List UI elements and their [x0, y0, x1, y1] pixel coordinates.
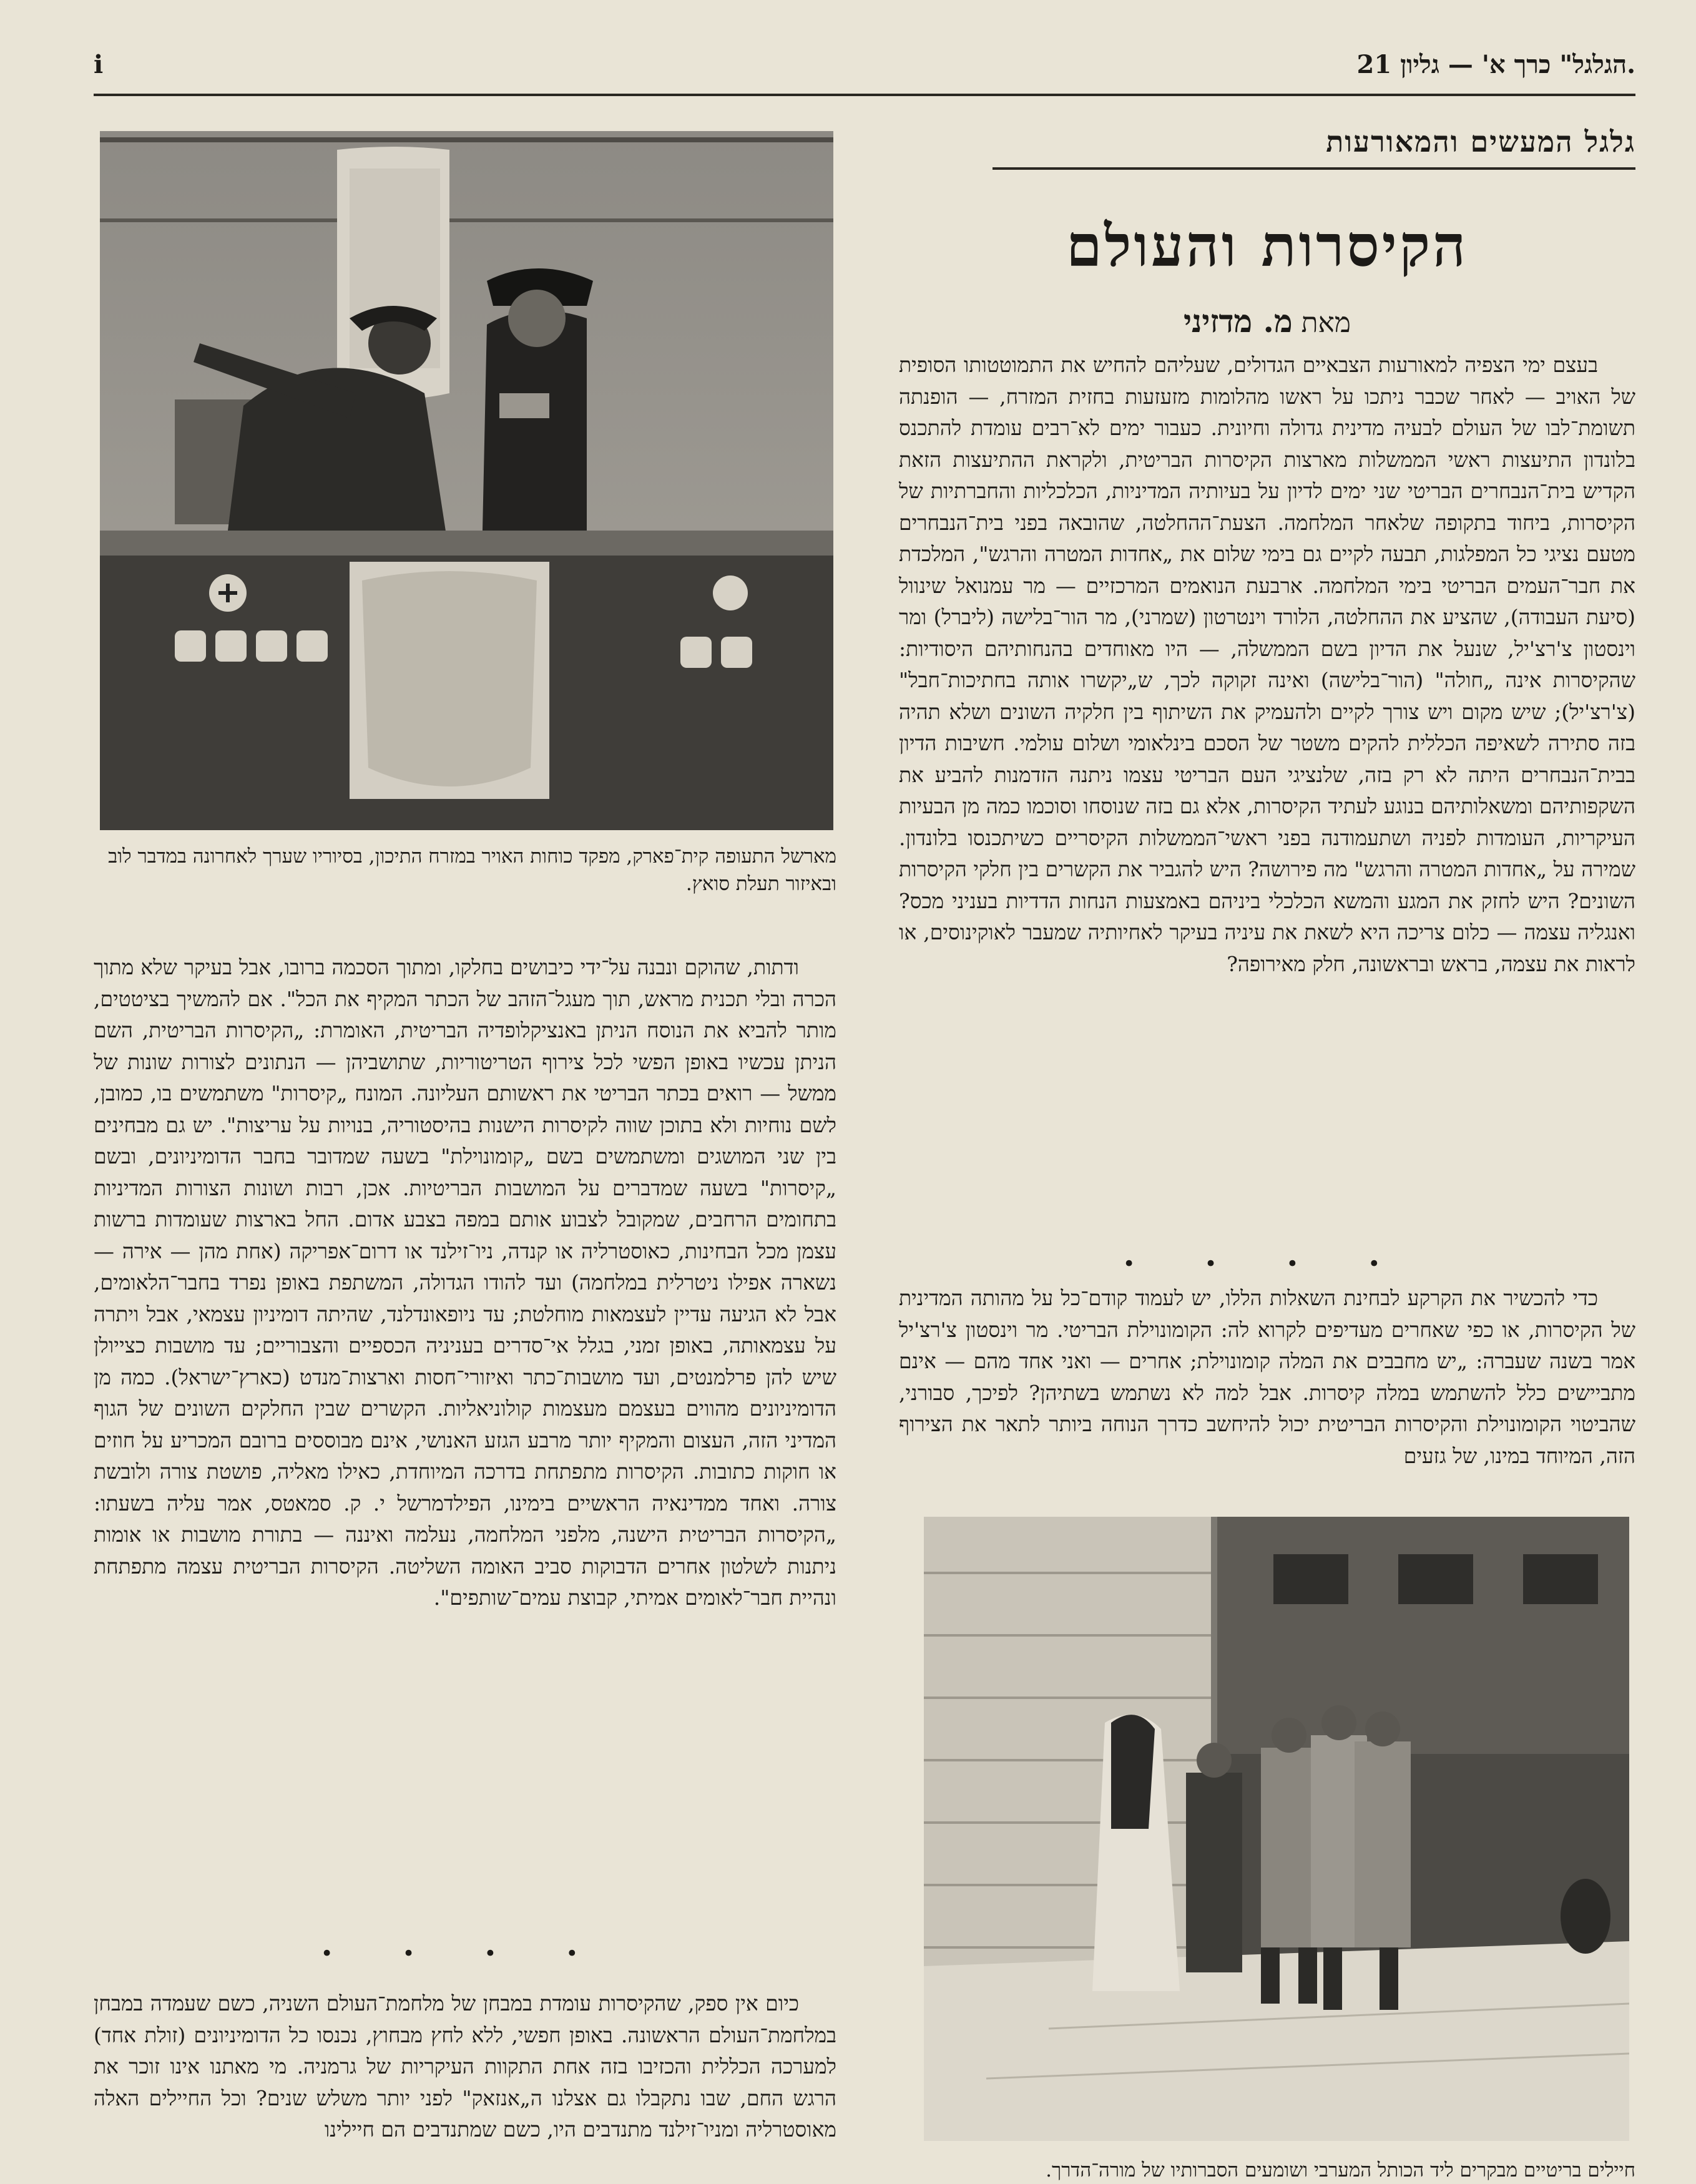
author-name: מ. מדזיני	[1184, 303, 1293, 340]
photo-air-marshal-warship	[100, 131, 833, 830]
running-head: .הגלגל" כרך א' — גליון 21	[1356, 50, 1635, 79]
page-folio: i	[94, 50, 104, 79]
section-label: גלגל המעשים והמאורעות	[993, 125, 1635, 170]
article-byline	[899, 303, 1635, 340]
photo-caption-top: מארשל התעופה קית־פארק, מפקד כוחות האויר במזרח התיכון, בסיוריו שערך לאחרונה במדבר לוב ובאיזור תעלת סואץ.	[108, 845, 836, 895]
magazine-page	[94, 44, 1635, 2182]
section-divider-stars: • • • •	[1122, 1251, 1412, 1276]
page-header	[94, 44, 1635, 96]
photo-caption-bottom: חיילים בריטיים מבקרים ליד הכותל המערבי ושומעים הסברותיו של מורה־הדרך.	[1046, 2159, 1635, 2182]
paragraph: כדי להכשיר את הקרקע לבחינת השאלות הללו, יש לעמוד קודם־כל על מהותה המדינית של הקיסרות, או כפי שאחרים מעדיפים לקרוא לה: הקומונוילת הבריטי. מר וינסטון צ'רצ'יל אמר בשנה שעברה: „יש מחבבים את המלה קומונוילת; אחרים — ואני אחד מהם — אינם מתביישים כלל להשתמש במלה קיסרות. אבל למה לא נשתמש בשתיהן? לפיכך, סבורני, שהביטוי הקומונוילת והקיסרות הבריטית יכול להיחשב כדרך הנוחה ביותר לתאר את הצירוף הזה, המיוחד במינו, של גזעים	[899, 1286, 1635, 1468]
paragraph: כיום אין ספק, שהקיסרות עומדת במבחן של מלחמת־העולם השניה, כשם שעמדה במבחן במלחמת־העולם הראשונה. באופן חפשי, ללא לחץ מבחוץ, נכנסו כל הדומיניונים (זולת אחד) למערכה הכללית והכזיבו בזה אחת התקוות העיקריות של גרמניה. מי מאתנו אינו זוכר את הרגש החם, שבו נתקבלו גם אצלנו ה„אנזאק" לפני יותר משלש שנים? וכל החיילים האלה מאוסטרליה ומניו־זילנד מתנדבים היו, כשם שמתנדבים הם חיילינו	[94, 1991, 836, 2142]
article-title: הקיסרות והעולם	[1066, 212, 1468, 280]
western-wall-photo-illustration	[924, 1517, 1629, 2141]
paragraph: בעצם ימי הצפיה למאורעות הצבאיים הגדולים, שעליהם להחיש את התמוטטותו הסופית של האויב — לאחר שכבר ניתכו על ראשו מהלומות מזעזעות בחזית המזרח, — הופנתה תשומת־לבו של העולם לבעיה מדינית גדולה וחיונית. כעבור ימים לא־רבים עומדת להתכנס בלונדון התיעצות ראשי הממשלות מארצות הקיסרות הבריטית, ולקראת ההתיעצות הזאת הקדיש בית־הנבחרים הבריטי שני ימים לדיון על בעיותיה המדיניות, הכלכליות והחברתיות של הקיסרות, ביחוד בתקופה שלאחר המלחמה. הצעת־ההחלטה, שהובאה בפני בית־הנבחרים מטעם נציגי כל המפלגות, תבעה לקיים גם בימי שלום את „אחדות המטרה והרגש", המלכדת את חבר־העמים הבריטי בימי המלחמה. ארבעת הנואמים המרכזיים — מר עמנואל שינוול (סיעת העבודה), שהציע את ההחלטה, הלורד וינטרטון (שמרני), מר הור־בלישה (ליברל) ומר וינסטון צ'רצ'יל, שנעל את הדיון בשם הממשלה, — היו מאוחדים בהנחותיהם היסודיות: שהקיסרות אינה „חולה" (הור־בלישה) ואינה זקוקה לכך, ש„יקשרו אותה בחתיכות־חבל" (צ'רצ'יל); שיש מקום ויש צורך לקיים ולהעמיק את השיתוף בין חלקיה השונים ושלא תהיה בזה סתירה לשאיפה הכללית להקים משטר של הסכם בינלאומי ושלום עולמי. חשיבות הדיון בבית־הנבחרים היתה לא רק בזה, שלנציגי העם הבריטי עצמו ניתנה הזדמנות להביע את השקפותיהם ומשאלותיהם בנוגע לעתיד הקיסרות, אלא גם בזה שנוסחו וסוכמו כמה מן הבעיות העיקריות, העומדות לפניה ושתעמודנה בפני ראשי־הממשלות הקיסריים כשיתכנסו בלונדון. שמירה על „אחדות המטרה והרגש" מה פירושה? היש להגביר את הקשרים בין חלקי הקיסרות השונים? היש לחזק את המגע והמשא הכלכלי ביניהם באמצעות הנחות הדדיות בעניני מכס? ואנגליה עצמה — כלום צריכה היא לשאת את עיניה בעיקר לאחיותיה שמעבר לאוקינוסים, או לראות את עצמה, בראש ובראשונה, חלק מאירופה?	[899, 353, 1635, 976]
section-divider-stars-left: • • • •	[320, 1941, 610, 1966]
photo-soldiers-western-wall	[924, 1517, 1629, 2141]
article-column-right-part2	[899, 1283, 1635, 1472]
warship-photo-illustration	[100, 131, 833, 830]
paragraph: ודתות, שהוקם ונבנה על־ידי כיבושים בחלקו, ומתוך הסכמה ברובו, אבל בעיקר שלא מתוך הכרה ובלי תכנית מראש, תוך מעגל־הזהב של הכתר המקיף את הכל". אם להמשיך בציטטים, מותר להביא את הנוסח הניתן באנציקלופדיה הבריטית, האומרת: „הקיסרות הבריטית, השם הניתן עכשיו באופן הפשי לכל צירוף הטריטוריות, שתושביהן — הנתונים לצורות שונות של ממשל — רואים בכתר הבריטי את ראשותם העליונה. המונח „קיסרות" משתמשים בו, כמובן, לשם נוחיות ולא בתוכן שווה לקיסרות הישנות בהיסטוריה, בנויות על עריצות". יש גם מבחינים בין שני המושגים ומשתמשים בשם „קומונוילת" בשעה שמדובר בחבר הדומיניונים, ובשם „קיסרות" בשעה שמדברים על המושבות הבריטיות. אכן, רבות ושונות הצורות המדיניות בתחומים הרחבים, שמקובל לצבוע אותם במפה בצבע אדום. החל בארצות שעומדות ברשות עצמן מכל הבחינות, כאוסטרליה או קנדה, ניו־זילנד או דרום־אפריקה (אחת מהן — אירה — נשארה אפילו ניטרלית במלחמה) ועד להודו הגדולה, המשתפת באופן נפרד בחבר־הלאומים, אבל לא הגיעה עדיין לעצמאות מוחלטת; עד ניופאונדלנד, שהיתה דומיניון עצמאי, אבל ויתרה על עצמאותה, באופן זמני, בגלל אי־סדרים בעניניה הכספיים והצבוריים; עד מושבות כצייולן שיש להן פרלמנטים, ועד מושבות־כתר ואיזורי־חסות וארצות־מנדט (כארץ־ישראל). כמה מן הדומיניונים מהווים בעצמם מעצמות קולוניאליות. הקשרים שבין החלקים השונים של הגוף המדיני הזה, העצום והמקיף יותר מרבע הגזע האנושי, אינם מבוססים ברובם המכריע על חוזים או חוקות כתובות. הקיסרות מתפתחת בדרכה המיוחדת, כאילו מאליה, פושטת צורה ולובשת צורה. ואחד ממדינאיה הראשיים בימינו, הפילדמרשל י. ק. סמאטס, אמר עליה בשעתו: „הקיסרות הבריטית הישנה, מלפני המלחמה, נעלמה ואיננה — בתורת מושבות או אומות ניתנות לשלטון אחרים הדבוקות סביב האומה השליטה. הקיסרות הבריטית עצמה מתפתחת ונהיית חבר־לאומים אמיתי, קבוצת עמים־שותפים".	[94, 955, 836, 1610]
article-column-left-part1	[94, 952, 836, 1614]
article-column-left-part2	[94, 1988, 836, 2146]
byline-prefix: מאת	[1301, 307, 1351, 339]
article-column-right-part1	[899, 350, 1635, 980]
